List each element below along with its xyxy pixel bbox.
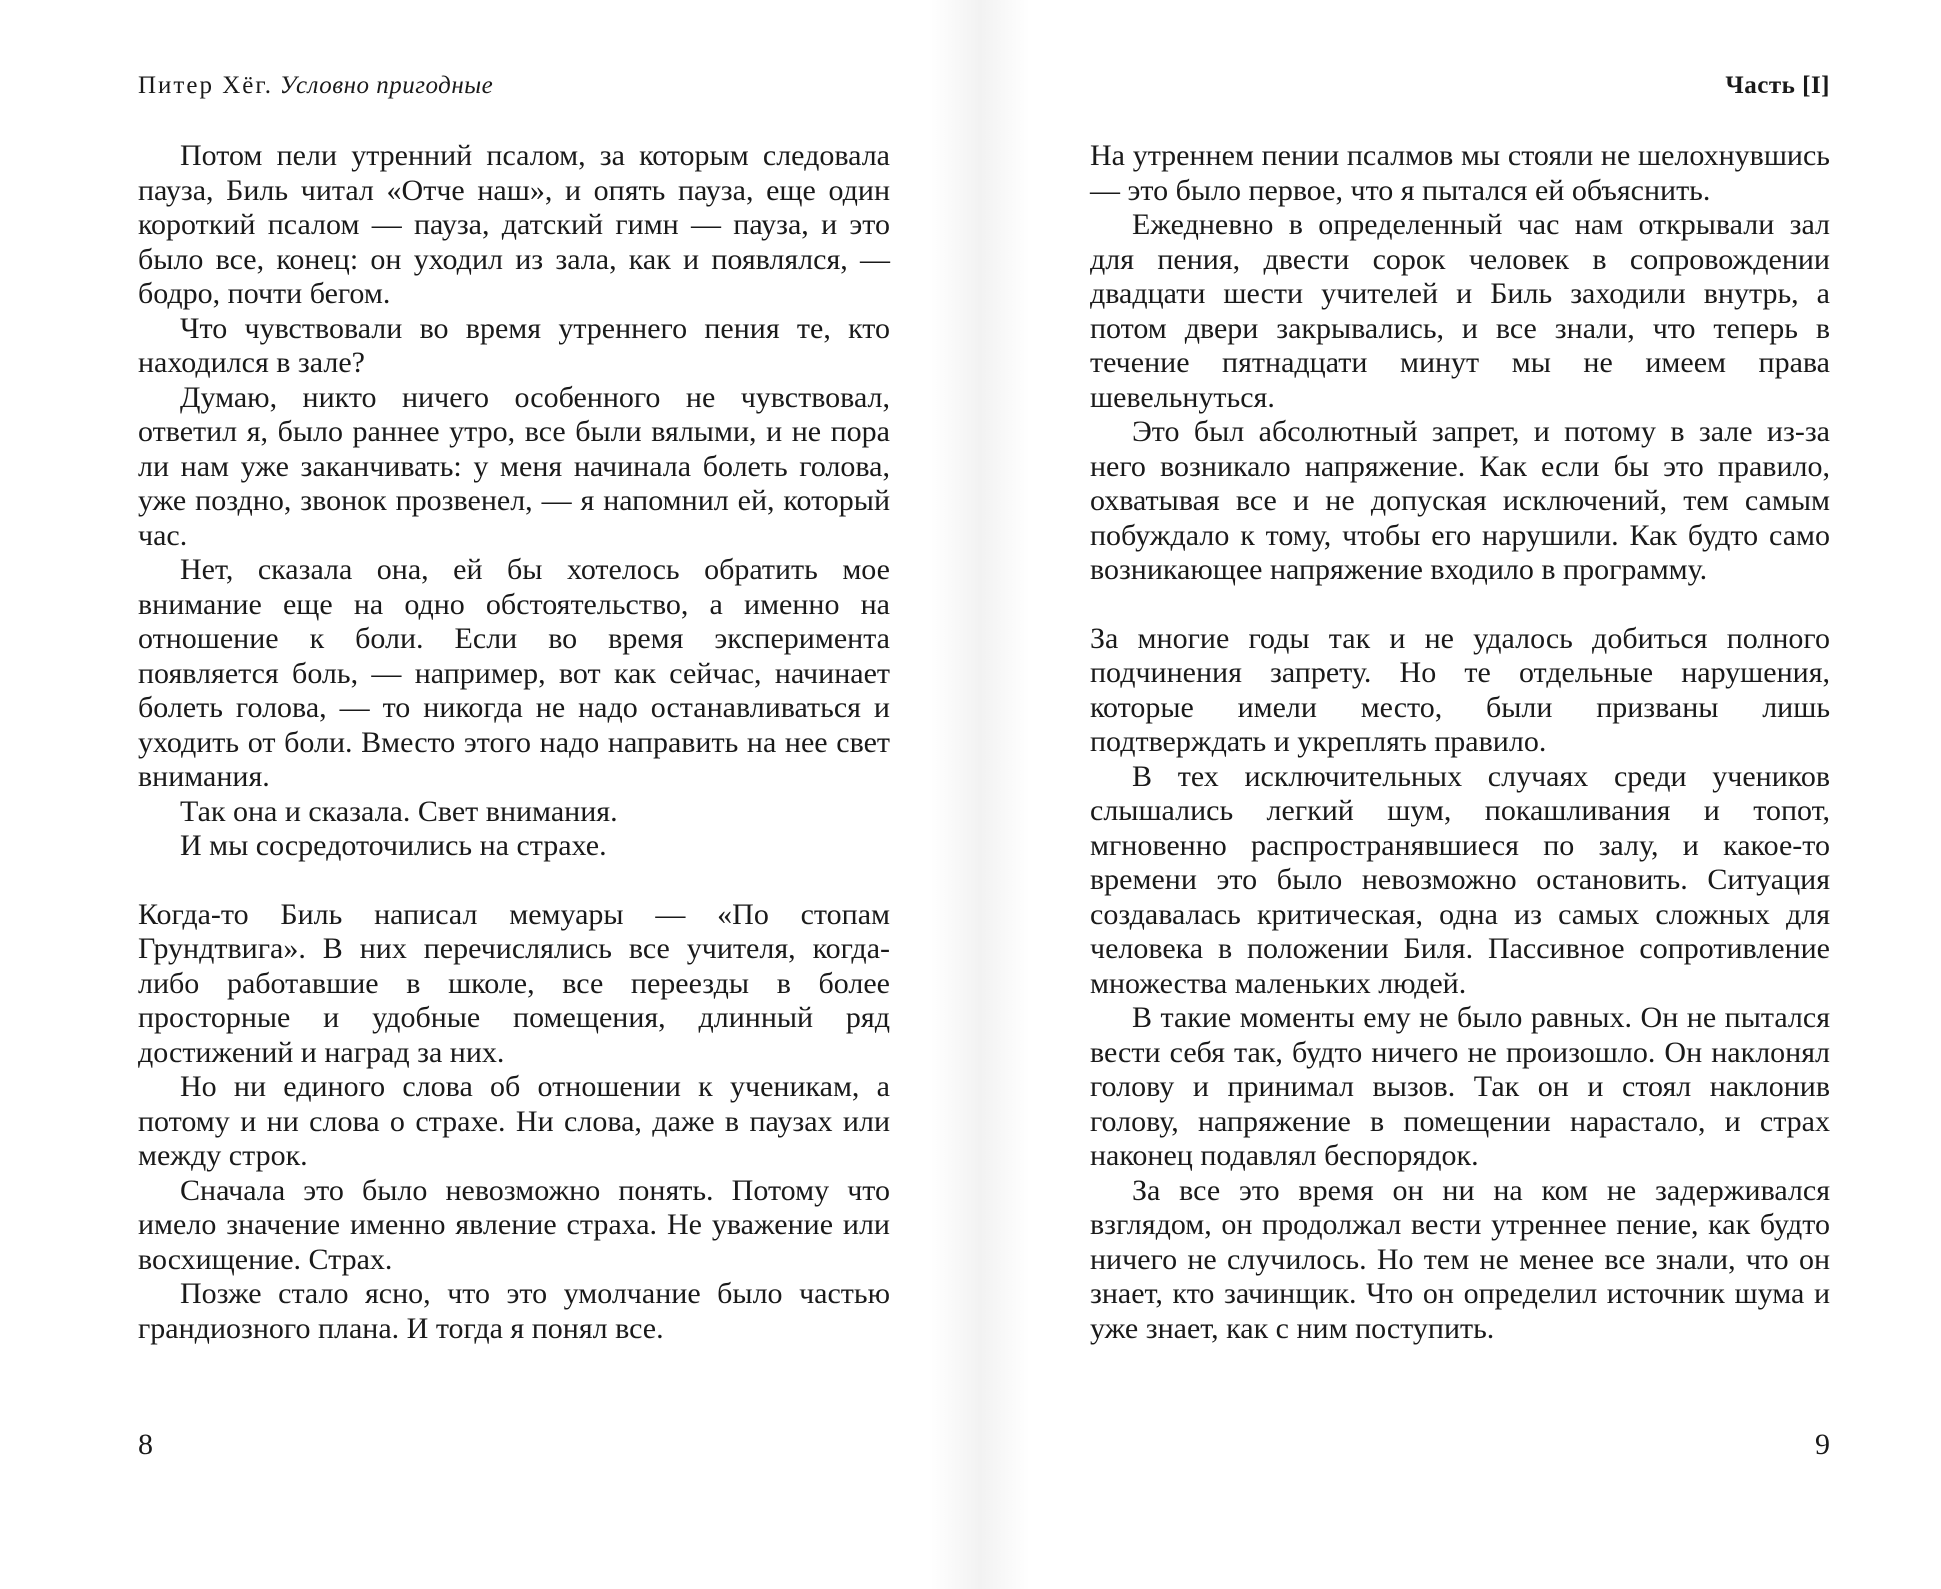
right-page bbox=[1090, 0, 1830, 1589]
paragraph: Так она и сказала. Свет внимания. bbox=[180, 794, 618, 828]
paragraph: И мы сосредоточились на страхе. bbox=[180, 829, 607, 862]
left-running-head bbox=[138, 72, 493, 100]
running-head-author: Питер Хёг. bbox=[138, 72, 274, 99]
paragraph: Что чувствовали во время утреннего пения те, кто находился в зале? bbox=[138, 311, 890, 379]
page-number-left: 8 bbox=[138, 1428, 153, 1461]
paragraph: Потом пели утренний псалом, за которым следовала пауза, Биль читал «Отче наш», и опять пауза, еще один короткий псалом — пауза, датский гимн — пауза, и это было все, конец: он уходил из зала, как и появлялся, — бодро, почти бегом. bbox=[138, 139, 890, 310]
paragraph: Это был абсолютный запрет, и потому в зале из-за него возникало напряжение. Как если бы это правило, охватывая все и не допуская исключений, тем самым побуждало к тому, чтобы его нарушили. Как будто само возникающее напряжение входило в программу. bbox=[1090, 415, 1830, 586]
paragraph: Нет, сказала она, ей бы хотелось обратить мое внимание еще на одно обстоятельство, а именно на отношение к боли. Если во время эксперимента появляется боль, — например, вот как сейчас, начинает болеть голова, — то никогда не надо останавливаться и уходить от боли. Вместо этого надо направить на нее свет внимания. bbox=[138, 553, 890, 793]
paragraph: В такие моменты ему не было равных. Он не пытался вести себя так, будто ничего не произошло. Он наклонял голову и принимал вызов. Так он и стоял наклонив голову, напряжение в помещении нарастало, и страх наконец подавлял беспорядок. bbox=[1090, 1001, 1830, 1172]
left-page bbox=[138, 0, 890, 1589]
paragraph: Но ни единого слова об отношении к ученикам, а потому и ни слова о страхе. Ни слова, даже в паузах или между строк. bbox=[138, 1070, 890, 1172]
paragraph: Позже стало ясно, что это умолчание было частью грандиозного плана. И тогда я понял все. bbox=[138, 1277, 890, 1345]
paragraph: Сначала это было невозможно понять. Потому что имело значение именно явление страха. Не уважение или восхищение. Страх. bbox=[138, 1173, 890, 1276]
running-head-title: Условно пригодные bbox=[279, 72, 494, 99]
paragraph: Ежедневно в определенный час нам открывали зал для пения, двести сорок человек в сопровождении двадцати шести учителей и Биль заходили внутрь, а потом двери закрывались, и все знали, что теперь в течение пятнадцати минут мы не имеем права шевельнуться. bbox=[1090, 208, 1830, 414]
left-body-text bbox=[138, 139, 890, 1346]
paragraph: На утреннем пении псалмов мы стояли не шелохнувшись — это было первое, что я пытался ей объяснить. bbox=[1090, 139, 1830, 207]
paragraph: Когда-то Биль написал мемуары — «По стопам Грундтвига». В них перечислялись все учителя, когда-либо работавшие в школе, все переезды в более просторные и удобные помещения, длинный ряд достижений и наград за них. bbox=[138, 897, 890, 1069]
paragraph: За многие годы так и не удалось добиться полного подчинения запрету. Но те отдельные нарушения, которые имели место, были призваны лишь подтверждать и укреплять правило. bbox=[1090, 621, 1830, 758]
page-number-right: 9 bbox=[1815, 1428, 1830, 1461]
right-body-text bbox=[1090, 139, 1830, 1346]
paragraph: В тех исключительных случаях среди учеников слышались легкий шум, покашливания и топот, мгновенно распространявшиеся по залу, и какое-то времени это было невозможно остановить. Ситуация создавалась критическая, одна из самых сложных для человека в положении Биля. Пассивное сопротивление множества маленьких людей. bbox=[1090, 759, 1830, 1000]
book-gutter bbox=[930, 0, 1030, 1589]
paragraph: Думаю, никто ничего особенного не чувствовал, ответил я, было раннее утро, все были вялыми, и не пора ли нам уже заканчивать: у меня начинала болеть голова, уже поздно, звонок прозвенел, — я напомнил ей, который час. bbox=[138, 380, 890, 552]
right-running-head: Часть [I] bbox=[1725, 72, 1830, 99]
paragraph: За все это время он ни на ком не задерживался взглядом, он продолжал вести утреннее пение, как будто ничего не случилось. Но тем не менее все знали, что он знает, кто зачинщик. Что он определил источник шума и уже знает, как с ним поступить. bbox=[1090, 1173, 1830, 1345]
